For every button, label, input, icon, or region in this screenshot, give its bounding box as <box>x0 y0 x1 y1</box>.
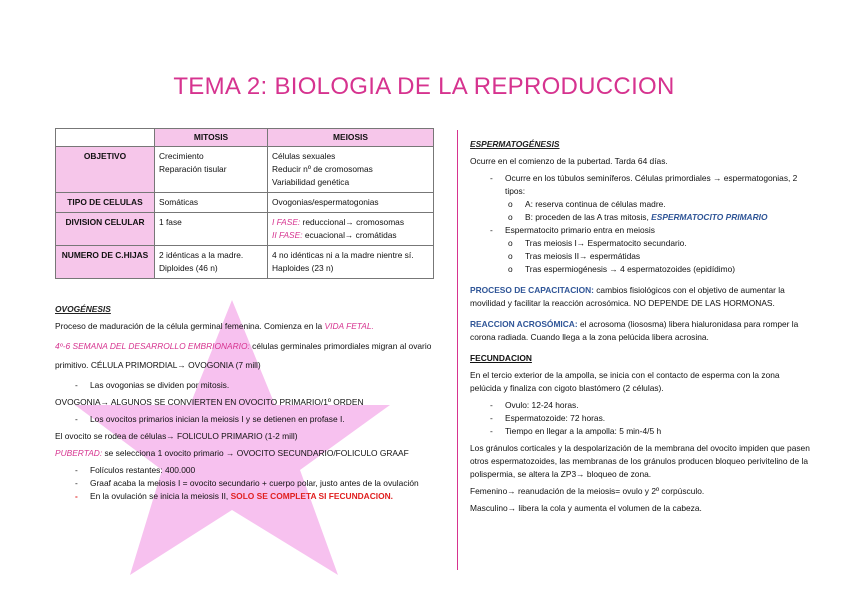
cell-meiosis-division <box>268 213 434 246</box>
espermatogenesis-heading: ESPERMATOGÉNESIS <box>470 139 560 149</box>
text: se selecciona 1 ovocito primario → OVOCITO SECUNDARIO/FOLICULO GRAAF <box>102 448 409 458</box>
cell-line: Reparación tisular <box>159 164 227 174</box>
text: Espermatozoide: 72 horas. <box>505 413 606 423</box>
list-item: - Ovulo: 12-24 horas. <box>490 400 579 410</box>
semana-label: 4º-6 SEMANA DEL DESARROLLO EMBRIONARIO: <box>55 341 250 351</box>
masculino-paragraph: Masculino→ libera la cola y aumenta el volumen de la cabeza. <box>470 503 702 513</box>
text: Tras meiosis II→ espermátidas <box>525 251 641 261</box>
sublist-item: o A: reserva continua de células madre. <box>508 199 666 209</box>
blue-text: ESPERMATOCITO PRIMARIO <box>651 212 768 222</box>
list-item: - Tiempo en llegar a la ampolla: 5 min-4/5 h <box>490 426 662 436</box>
ovo-paragraph-4: El ovocito se rodea de células→ FOLICULO PRIMARIO (1-2 mill) <box>55 431 298 441</box>
red-text: SOLO SE COMPLETA SI FECUNDACION. <box>230 491 393 501</box>
phase-text: ecuacional→ cromátidas <box>302 230 397 240</box>
list-item: - Los ovocitos primarios inician la meiosis I y se detienen en profase I. <box>75 414 345 424</box>
cell-mitosis-tipo: Somáticas <box>155 193 268 213</box>
text: B: proceden de las A tras mitosis, <box>525 212 652 222</box>
blue-label: PROCESO DE CAPACITACION: <box>470 285 594 295</box>
right-column <box>470 138 810 515</box>
cell-line: Diploides (46 n) <box>159 263 218 273</box>
blue-label: REACCION ACROSÓMICA: <box>470 319 578 329</box>
ovo-paragraph-3: OVOGONIA→ ALGUNOS SE CONVIERTEN EN OVOCITO PRIMARIO/1º ORDEN <box>55 397 364 407</box>
table-row <box>56 147 434 193</box>
list-item: - Folículos restantes: 400.000 <box>75 465 196 475</box>
phase-text: reduccional→ cromosomas <box>300 217 405 227</box>
cell-line: 4 no idénticas ni a la madre nientre sí. <box>272 250 414 260</box>
cell-meiosis-objetivo <box>268 147 434 193</box>
list-item: - Espermatozoide: 72 horas. <box>490 413 606 423</box>
sublist-item: o Tras meiosis II→ espermátidas <box>508 251 641 261</box>
ovo-paragraph-2 <box>55 337 450 375</box>
granulos-paragraph: Los gránulos corticales y la despolarización de la membrana del ovocito impiden que pasen otros espermatozoides, las membranas de los gránulos producen bloqueo perivitelino de la polispermia, se altera la ZP3→ bloqueo de zona. <box>470 443 810 479</box>
text: Proceso de maduración de la célula germinal femenina. Comienza en la <box>55 321 325 331</box>
cell-line: Haploides (23 n) <box>272 263 334 273</box>
text: Folículos restantes: 400.000 <box>90 465 196 475</box>
page-title: TEMA 2: BIOLOGIA DE LA REPRODUCCION <box>173 73 675 100</box>
cell-line <box>272 229 429 242</box>
row-head-hijas: NUMERO DE C.HIJAS <box>56 246 155 279</box>
text: Tiempo en llegar a la ampolla: 5 min-4/5 h <box>505 426 662 436</box>
col-header-meiosis: MEIOSIS <box>268 129 434 147</box>
text: células germinales primordiales migran al ovario primitivo. CÉLULA PRIMORDIAL→ OVOGONIA (7 mill) <box>55 341 432 370</box>
sublist-item: o Tras meiosis I→ Espermatocito secundario. <box>508 238 687 248</box>
list-item: - Las ovogonias se dividen por mitosis. <box>75 380 230 390</box>
text: Ovulo: 12-24 horas. <box>505 400 579 410</box>
text: Las ovogonias se dividen por mitosis. <box>90 380 230 390</box>
cell-mitosis-hijas <box>155 246 268 279</box>
cell-line: 2 idénticas a la madre. <box>159 250 244 260</box>
fecundacion-heading: FECUNDACION <box>470 353 532 363</box>
text: Tras espermiogénesis → 4 espermatozoides (epidídimo) <box>525 264 736 274</box>
sublist-item: o B: proceden de las A tras mitosis, ESPERMATOCITO PRIMARIO <box>508 212 768 222</box>
ovogenesis-heading: OVOGÉNESIS <box>55 304 111 314</box>
ovo-paragraph-5 <box>55 447 450 460</box>
row-head-objetivo: OBJETIVO <box>56 147 155 193</box>
text: Los ovocitos primarios inician la meiosis I y se detienen en profase I. <box>90 414 345 424</box>
cell-line <box>272 216 429 229</box>
phase-label: II FASE: <box>272 230 303 240</box>
esp-paragraph-1: Ocurre en el comienzo de la pubertad. Tarda 64 días. <box>470 156 668 166</box>
phase-label: I FASE: <box>272 217 301 227</box>
list-item: - En la ovulación se inicia la meiosis II, SOLO SE COMPLETA SI FECUNDACION. <box>75 491 393 501</box>
cell-line: Reducir nº de cromosomas <box>272 164 373 174</box>
col-header-mitosis: MITOSIS <box>155 129 268 147</box>
row-head-division: DIVISION CELULAR <box>56 213 155 246</box>
fecundacion-paragraph: En el tercio exterior de la ampolla, se inicia con el contacto de esperma con la zona pelúcida y finaliza con cigoto blastómero (2 células). <box>470 370 780 393</box>
cell-line: Variabilidad genética <box>272 177 350 187</box>
vida-fetal: VIDA FETAL. <box>324 321 374 331</box>
table-row <box>56 213 434 246</box>
text: En la ovulación se inicia la meiosis II, <box>90 491 231 501</box>
table-row <box>56 246 434 279</box>
text: el acrosoma (liososma) libera hialuronidasa para romper la corona radiada. Cuando llega a la zona pelúcida libera acrosina. <box>470 319 799 342</box>
femenino-paragraph: Femenino→ reanudación de la meiosis= ovulo y 2º corpúsculo. <box>470 486 705 496</box>
cell-mitosis-objetivo <box>155 147 268 193</box>
text: Espermatocito primario entra en meiosis <box>505 225 655 235</box>
list-item: - Graaf acaba la meiosis I = ovocito secundario + cuerpo polar, justo antes de la ovulación <box>75 478 419 488</box>
list-item: - Ocurre en los túbulos seminíferos. Células primordiales → espermatogonias, 2 tipos: <box>490 173 798 196</box>
text: Graaf acaba la meiosis I = ovocito secundario + cuerpo polar, justo antes de la ovulación <box>90 478 419 488</box>
row-head-tipo: TIPO DE CELULAS <box>56 193 155 213</box>
cell-mitosis-division: 1 fase <box>155 213 268 246</box>
mitosis-meiosis-table <box>55 128 434 279</box>
cell-line: Crecimiento <box>159 151 204 161</box>
cell-meiosis-tipo: Ovogonias/espermatogonias <box>268 193 434 213</box>
left-column <box>55 303 450 503</box>
ovo-paragraph-1 <box>55 320 450 333</box>
table-row <box>56 193 434 213</box>
text: Ocurre en los túbulos seminíferos. Células primordiales → espermatogonias, 2 tipos: <box>505 173 798 196</box>
list-item: - Espermatocito primario entra en meiosis <box>490 225 655 235</box>
pubertad-label: PUBERTAD: <box>55 448 103 458</box>
sublist-item: o Tras espermiogénesis → 4 espermatozoides (epidídimo) <box>508 264 736 274</box>
cell-meiosis-hijas <box>268 246 434 279</box>
acrosomica-paragraph <box>470 318 810 344</box>
text: cambios fisiológicos con el objetivo de aumentar la movilidad y facilitar la reacción acrosómica. NO DEPENDE DE LAS HORMONAS. <box>470 285 785 308</box>
text: Tras meiosis I→ Espermatocito secundario. <box>525 238 687 248</box>
column-divider <box>457 130 458 570</box>
table-corner <box>56 129 155 147</box>
cell-line: Células sexuales <box>272 151 336 161</box>
capacitacion-paragraph <box>470 284 810 310</box>
text: A: reserva continua de células madre. <box>525 199 666 209</box>
